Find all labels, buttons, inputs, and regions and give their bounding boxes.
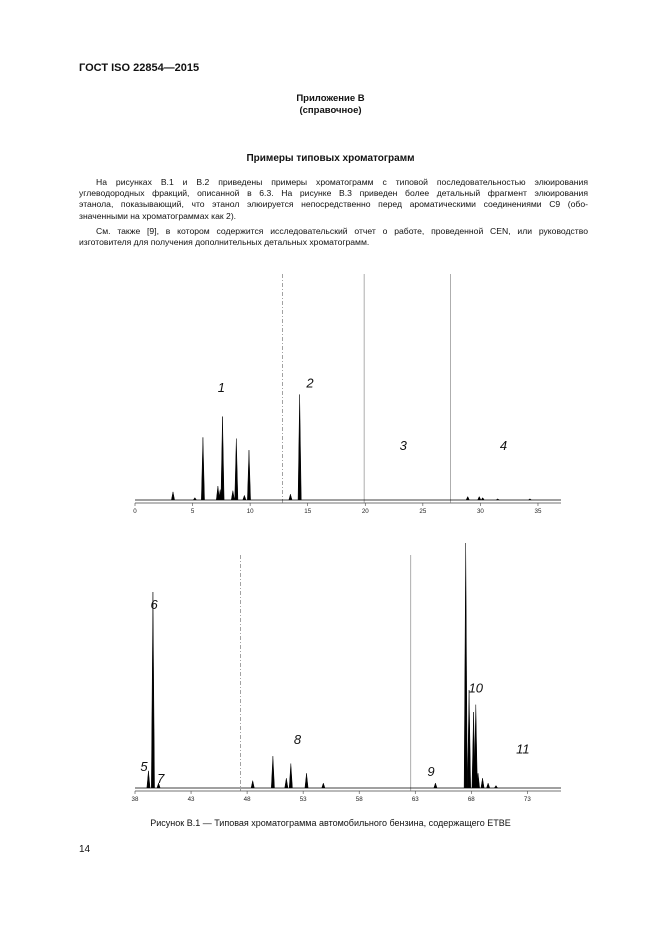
chart2-peak: [151, 592, 154, 788]
chart1-tick-label: 15: [304, 508, 312, 515]
chart1-peak: [231, 491, 234, 500]
chart2-region-label: 9: [427, 763, 435, 779]
chart2-tick-label: 63: [411, 796, 419, 803]
chart2-peak: [251, 781, 254, 788]
chart1-peak: [289, 494, 292, 500]
chart2-peak: [434, 783, 437, 788]
chart2-peak: [271, 756, 274, 788]
document-header: ГОСТ ISO 22854—2015: [79, 62, 200, 74]
chart2-peak: [322, 783, 325, 788]
paragraph-1-line-3: этанола, показывающий, что этанол элюируется непосредственно перед ароматическими соединениями С9 (обо-: [79, 199, 588, 210]
chart1-tick-label: 30: [476, 508, 484, 515]
chart1-peak: [298, 394, 301, 500]
chart1-peak: [481, 498, 484, 500]
chart2-peak: [289, 764, 292, 789]
chart2-tick-label: 38: [131, 796, 139, 803]
chart2-tick-label: 58: [355, 796, 363, 803]
chart1-tick-label: 10: [246, 508, 254, 515]
chart1-tick-label: 20: [361, 508, 369, 515]
chart2-peak: [487, 783, 490, 788]
chart2-region-label: 6: [150, 597, 158, 613]
chart2-peak: [467, 690, 470, 788]
chart2-tick-label: 43: [187, 796, 195, 803]
paragraph-2-line-2: изготовителя для получения дополнительных детальных хроматограмм.: [79, 237, 370, 248]
chart1-peak: [478, 497, 481, 500]
chart1-region-label: 4: [499, 438, 508, 454]
figure-caption: Рисунок В.1 — Типовая хроматограмма автомобильного бензина, содержащего ЕТВЕ: [150, 818, 511, 828]
chart1-peak: [235, 439, 238, 500]
chart1-peak: [193, 498, 196, 500]
chart2-region-label: 8: [293, 731, 302, 747]
chart1-tick-label: 5: [190, 508, 195, 515]
annex-subtitle: (справочное): [299, 105, 362, 116]
paragraph-2-line-1: См. также [9], в котором содержится исследовательский отчет о работе, проведенной CEN, или руководство: [96, 226, 588, 236]
chart2-region-label: 10: [468, 680, 484, 696]
section-title: Примеры типовых хроматограмм: [246, 153, 415, 164]
chart2-peak: [494, 786, 497, 788]
chart2-tick-label: 53: [299, 796, 307, 803]
chart1-region-label: 3: [399, 438, 407, 454]
chart1-peak: [243, 495, 246, 500]
chart1-region-label: 1: [217, 380, 225, 396]
chart2-tick-label: 73: [523, 796, 531, 803]
chart1-peak: [466, 497, 469, 500]
chart2-region-label: 7: [157, 771, 165, 787]
chart1-tick-label: 35: [534, 508, 542, 515]
chart1-peak: [247, 450, 250, 500]
chart2-peak: [464, 543, 467, 788]
chart1-peak: [171, 492, 174, 500]
chart2-tick-label: 48: [243, 796, 251, 803]
chart2-peak: [474, 705, 477, 788]
paragraph-1-line-2: углеводородных фракций, описанной в 6.3. На рисунке В.3 приведен более детальный фрагмент элюирования: [79, 188, 588, 199]
chart1-peak: [221, 416, 224, 500]
chart2-region-label: 5: [140, 758, 148, 774]
page-number: 14: [79, 844, 91, 855]
paragraph-1-line-1: На рисунках В.1 и В.2 приведены примеры хроматограмм с типовой последовательностью элюирования: [96, 177, 588, 187]
chart2-peak: [285, 778, 288, 788]
annex-title: Приложение В: [296, 93, 365, 104]
chart2-region-label: 11: [516, 741, 530, 757]
chart2-peak: [481, 778, 484, 788]
chart1-peak: [528, 499, 531, 500]
chart1-peak: [201, 437, 204, 500]
chart1-region-label: 2: [306, 375, 314, 391]
chart2-peak: [305, 773, 308, 788]
chart1-tick-label: 0: [133, 508, 137, 515]
paragraph-1-line-4: значенными на хроматограммах как 2).: [79, 210, 237, 221]
chart1-tick-label: 25: [419, 508, 427, 515]
chart2-tick-label: 68: [467, 796, 475, 803]
chart1-peak: [496, 499, 499, 500]
